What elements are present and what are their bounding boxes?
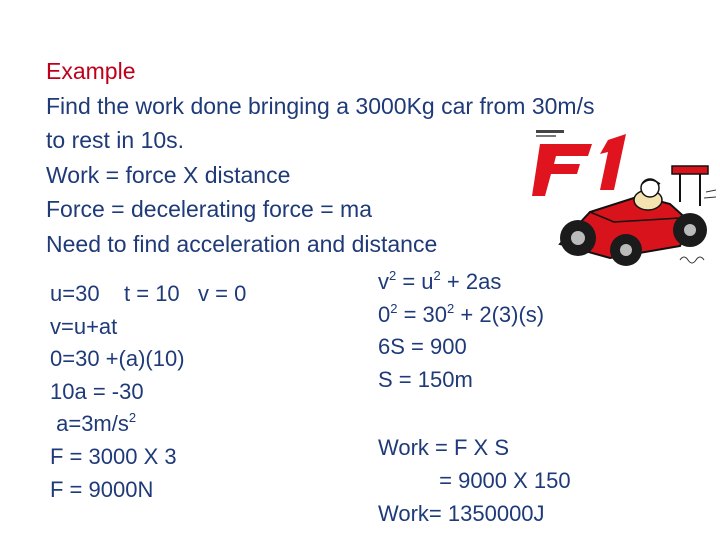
work-equation: Work = F X S: [378, 435, 510, 461]
f1-race-car-icon: [530, 126, 716, 268]
right-column: [378, 266, 571, 530]
givens: u=30 t = 10 v = 0: [50, 281, 247, 306]
equation-substituted: 0=30 +(a)(10): [50, 346, 185, 372]
spacer: [378, 396, 571, 432]
six-s-equation: 6S = 900: [378, 334, 467, 360]
force-calculation: F = 3000 X 3: [50, 443, 177, 469]
problem-line-2: to rest in 10s.: [46, 127, 185, 153]
work-formula: Work = force X distance: [46, 161, 291, 188]
example-heading: Example: [46, 58, 136, 84]
kinematic-substitution: $0^2 = 30^2 + 2(3)(s)$: [378, 300, 545, 327]
acceleration-result: $a=3m/s^2$: [50, 410, 137, 437]
work-calculation: = 9000 X 150: [378, 467, 571, 493]
left-column: [50, 278, 246, 506]
work-result: Work= 1350000J: [378, 500, 545, 526]
need-statement: Need to find acceleration and distance: [46, 230, 438, 257]
force-result: F = 9000N: [50, 476, 154, 502]
force-formula: Force = decelerating force = ma: [46, 196, 372, 222]
kinematic-formula: $v^2 = u^2 + 2as$: [378, 268, 502, 294]
problem-line-1: Find the work done bringing a 3000Kg car from 30m/s: [46, 92, 595, 119]
equation-10a: 10a = -30: [50, 378, 144, 404]
distance-result: S = 150m: [378, 366, 473, 392]
equation-v-u-at: v=u+at: [50, 313, 118, 339]
